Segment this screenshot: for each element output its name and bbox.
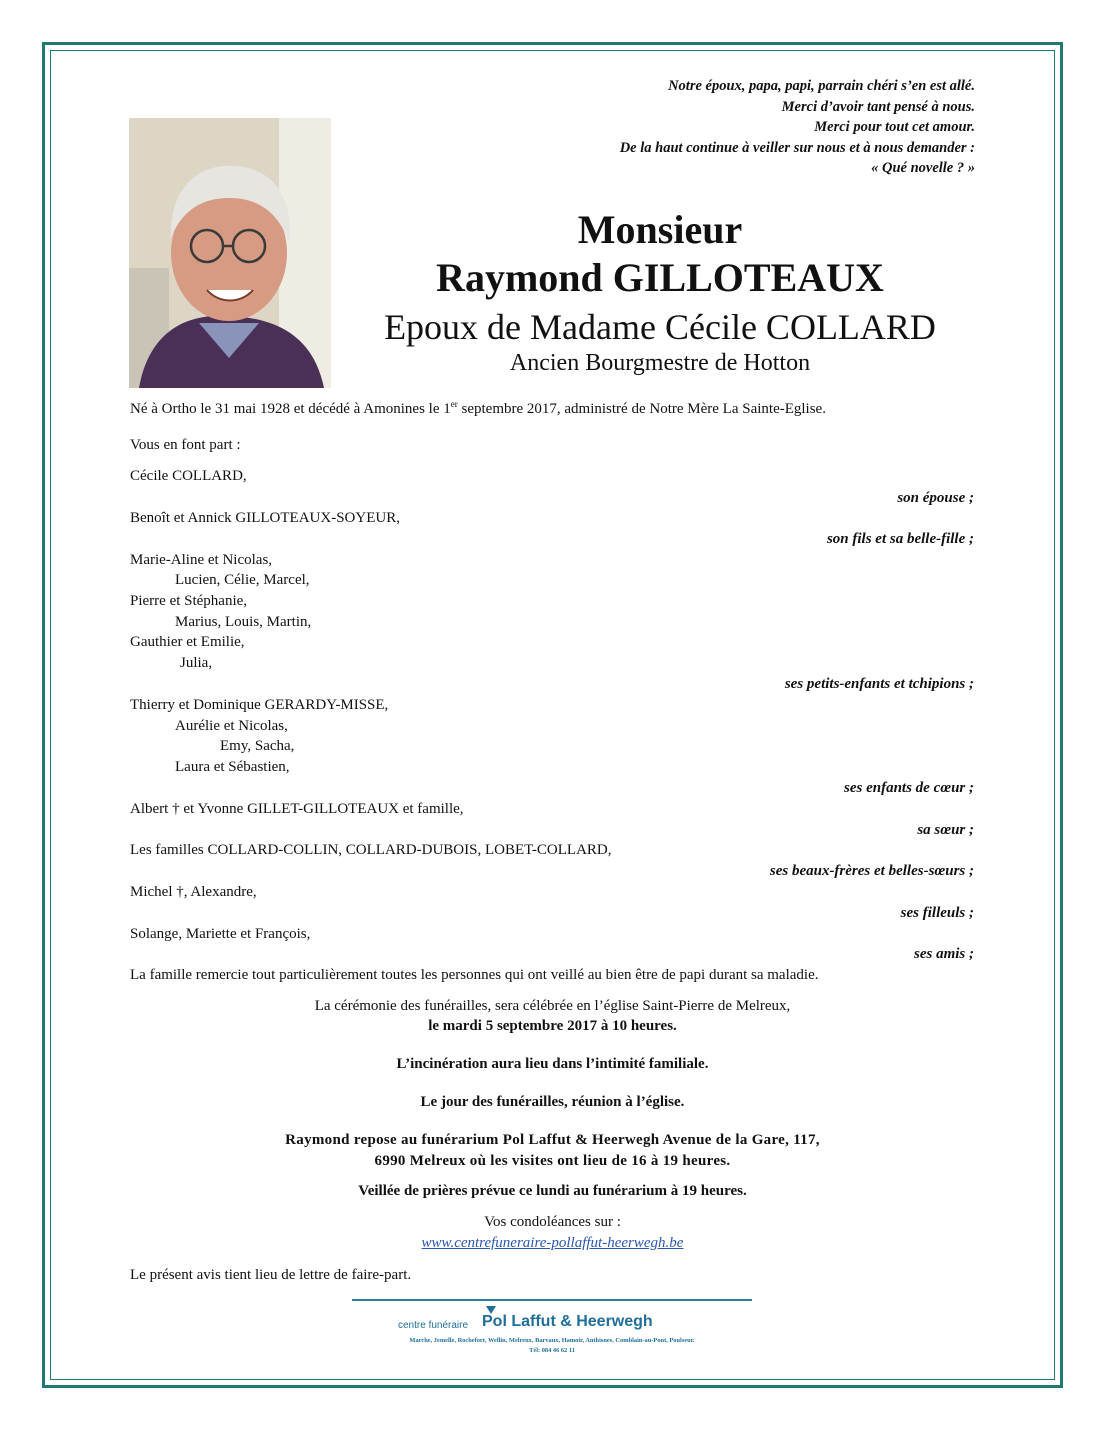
logo-phone: Tél: 084 46 62 11: [529, 1347, 575, 1354]
incineration-line: L’incinération aura lieu dans l’intimité familiale.: [396, 1056, 709, 1072]
family-line: Cécile COLLARD,: [130, 468, 247, 484]
family-line: Michel †, Alexandre,: [130, 884, 257, 900]
birth-text: Né à Ortho le 31 mai 1928 et décédé à Amonines le 1: [130, 401, 451, 417]
repose-line: 6990 Melreux où les visites ont lieu de 16 à 19 heures.: [374, 1153, 731, 1169]
ceremony-line: La cérémonie des funérailles, sera célébrée en l’église Saint-Pierre de Melreux,: [314, 998, 791, 1014]
family-line: Laura et Sébastien,: [175, 759, 290, 775]
family-line: Emy, Sacha,: [220, 738, 295, 754]
intro-line: Vous en font part :: [130, 437, 241, 453]
family-line: Marius, Louis, Martin,: [175, 614, 312, 630]
condolences-line: Vos condoléances sur :: [484, 1214, 621, 1230]
family-line: Thierry et Dominique GERARDY-MISSE,: [130, 697, 389, 713]
deceased-name: Raymond GILLOTEAUX: [436, 255, 884, 300]
condolences-website-link[interactable]: www.centrefuneraire-pollaffut-heerwegh.be: [421, 1235, 684, 1251]
portrait-illustration: [129, 118, 331, 388]
family-line: Pierre et Stéphanie,: [130, 593, 248, 609]
spouse-line: Epoux de Madame Cécile COLLARD: [384, 307, 936, 347]
family-line: Solange, Mariette et François,: [130, 926, 311, 942]
birth-sup: er: [450, 399, 458, 409]
birth-text-end: septembre 2017, administré de Notre Mère La Sainte-Eglise.: [457, 401, 826, 417]
relation-label: son épouse ;: [897, 490, 974, 506]
logo-towns: Marche, Jemelle, Rochefort, Wellin, Melreux, Barvaux, Hamoir, Anthisnes, Comblain-au-Pont, Poulseur.: [409, 1337, 695, 1344]
birth-death-line: [130, 399, 826, 418]
relation-label: sa sœur ;: [917, 822, 974, 838]
poem-line: De la haut continue à veiller sur nous et à nous demander :: [619, 139, 975, 156]
title-monsieur: Monsieur: [577, 207, 743, 252]
logo-company-name: Pol Laffut & Heerwegh: [482, 1313, 653, 1330]
former-role: Ancien Bourgmestre de Hotton: [509, 350, 811, 376]
closing-line: Le présent avis tient lieu de lettre de faire-part.: [130, 1267, 412, 1283]
logo-small-text: centre funéraire: [398, 1320, 469, 1331]
family-line: Aurélie et Nicolas,: [175, 718, 288, 734]
poem: [620, 76, 975, 179]
portrait-photo: [129, 118, 331, 388]
poem-line: « Qué novelle ? »: [871, 160, 975, 177]
relation-label: son fils et sa belle-fille ;: [826, 531, 974, 547]
poem-line: Merci d’avoir tant pensé à nous.: [781, 98, 975, 115]
family-line: Julia,: [180, 655, 213, 671]
relation-label: ses amis ;: [914, 946, 974, 962]
relation-label: ses filleuls ;: [900, 905, 974, 921]
reunion-line: Le jour des funérailles, réunion à l’église.: [420, 1094, 685, 1110]
poem-line: Merci pour tout cet amour.: [814, 119, 975, 136]
family-line: Marie-Aline et Nicolas,: [130, 552, 273, 568]
repose-line: Raymond repose au funérarium Pol Laffut & Heerwegh Avenue de la Gare, 117,: [285, 1132, 820, 1148]
family-line: Gauthier et Emilie,: [130, 634, 245, 650]
family-line: Les familles COLLARD-COLLIN, COLLARD-DUBOIS, LOBET-COLLARD,: [130, 842, 612, 858]
relation-label: ses enfants de cœur ;: [844, 780, 974, 796]
family-line: Albert † et Yvonne GILLET-GILLOTEAUX et famille,: [130, 801, 464, 817]
ceremony-date: le mardi 5 septembre 2017 à 10 heures.: [428, 1018, 677, 1034]
logo-divider: [352, 1299, 752, 1301]
thanks-line: La famille remercie tout particulièrement toutes les personnes qui ont veillé au bien être de papi durant sa maladie.: [130, 967, 819, 983]
relation-label: ses beaux-frères et belles-sœurs ;: [769, 863, 974, 879]
family-line: Benoît et Annick GILLOTEAUX-SOYEUR,: [130, 510, 400, 526]
veillee-line: Veillée de prières prévue ce lundi au funérarium à 19 heures.: [358, 1183, 747, 1199]
poem-line: Notre époux, papa, papi, parrain chéri s’en est allé.: [668, 78, 975, 94]
relation-label: ses petits-enfants et tchipions ;: [784, 676, 974, 692]
family-line: Lucien, Célie, Marcel,: [175, 572, 310, 588]
